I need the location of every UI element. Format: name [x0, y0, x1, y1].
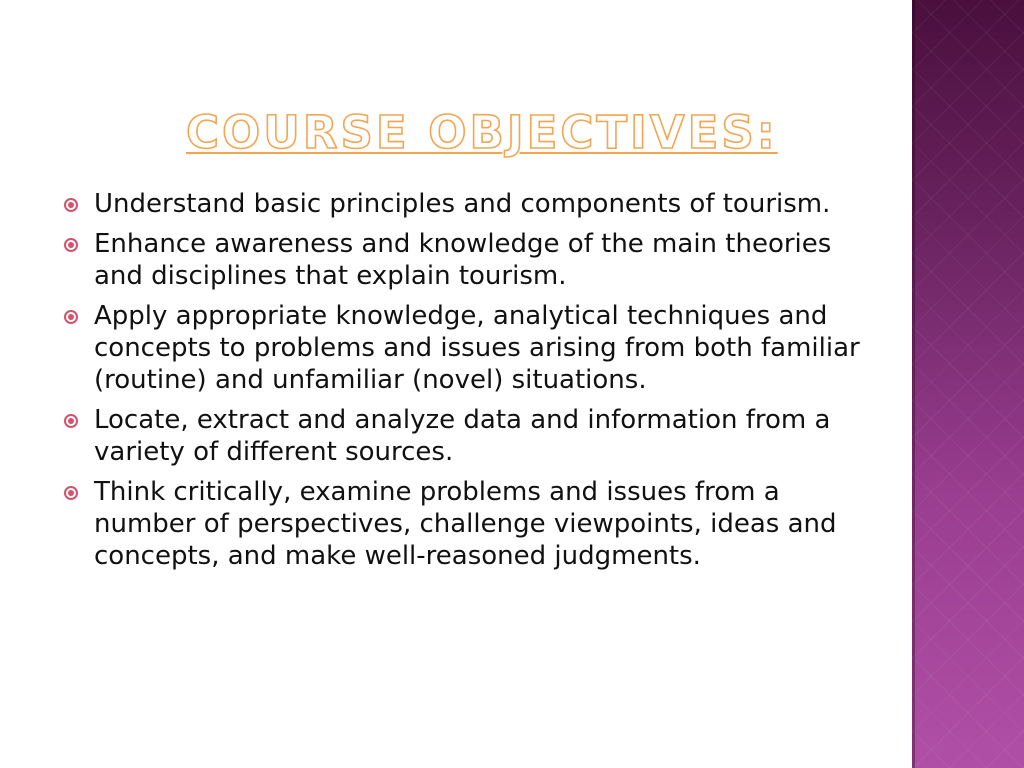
radio-dot-icon	[64, 486, 78, 500]
objective-text: Locate, extract and analyze data and information from a variety of different sources.	[94, 405, 831, 467]
objective-text: Enhance awareness and knowledge of the main theories and disciplines that explain tourism.	[94, 229, 832, 291]
objective-text: Understand basic principles and components of tourism.	[94, 189, 831, 219]
radio-dot-icon	[64, 310, 78, 324]
radio-dot-icon	[64, 238, 78, 252]
radio-dot-icon	[64, 414, 78, 428]
list-item	[64, 300, 884, 396]
slide-title: COURSE OBJECTIVES:	[186, 106, 778, 159]
list-item	[64, 404, 884, 468]
objective-text: Apply appropriate knowledge, analytical techniques and concepts to problems and issues arising from both familiar (routine) and unfamiliar (novel) situations.	[94, 301, 860, 395]
decorative-side-band	[912, 0, 1024, 768]
radio-dot-icon	[64, 198, 78, 212]
objective-text: Think critically, examine problems and issues from a number of perspectives, challenge viewpoints, ideas and concepts, and make well-reasoned judgments.	[94, 477, 837, 571]
objectives-list	[64, 188, 884, 580]
list-item	[64, 188, 884, 220]
list-item	[64, 476, 884, 572]
list-item	[64, 228, 884, 292]
